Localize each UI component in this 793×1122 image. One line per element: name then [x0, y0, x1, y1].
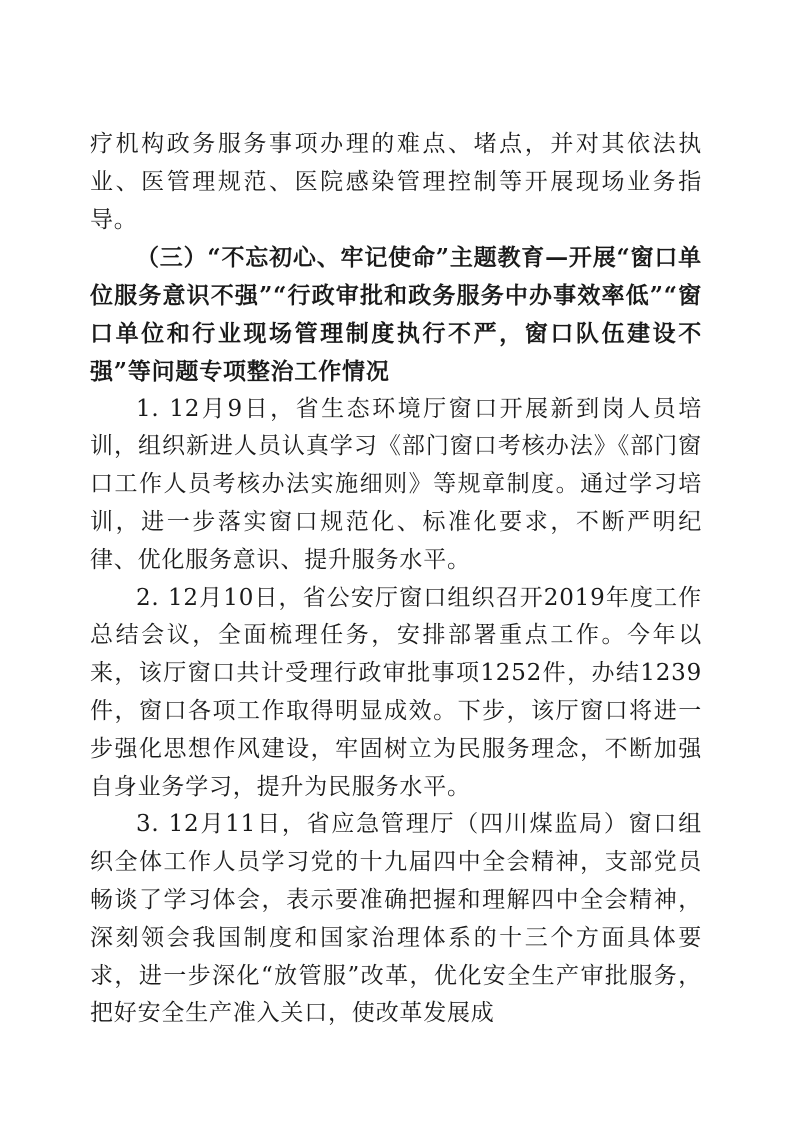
paragraph-item-2: 2. 12月10日，省公安厅窗口组织召开2019年度工作总结会议，全面梳理任务，安排部署重点工作。今年以来，该厅窗口共计受理行政审批事项1252件，办结1239件，窗口各项工作取得明显成效。下步，该厅窗口将进一步强化思想作风建设，牢固树立为民服务理念，不断加强自身业务学习，提升为民服务水平。 — [90, 584, 702, 800]
paragraph-continuation: 疗机构政务服务事项办理的难点、堵点，并对其依法执业、医管理规范、医院感染管理控制等开展现场业务指导。 — [90, 131, 702, 233]
document-body — [90, 126, 702, 1033]
paragraph-item-1: 1. 12月9日，省生态环境厅窗口开展新到岗人员培训，组织新进人员认真学习《部门窗口考核办法》《部门窗口工作人员考核办法实施细则》等规章制度。通过学习培训，进一步落实窗口规范化、标准化要求，不断严明纪律、优化服务意识、提升服务水平。 — [90, 395, 702, 573]
paragraph-item-3: 3. 12月11日，省应急管理厅（四川煤监局）窗口组织全体工作人员学习党的十九届四中全会精神，支部党员畅谈了学习体会，表示要准确把握和理解四中全会精神，深刻领会我国制度和国家治理体系的十三个方面具体要求，进一步深化“放管服”改革，优化安全生产审批服务，把好安全生产准入关口，使改革发展成 — [90, 811, 702, 1027]
section-heading: （三）“不忘初心、牢记使命”主题教育—开展“窗口单位服务意识不强”“行政审批和政务服务中办事效率低”“窗口单位和行业现场管理制度执行不严，窗口队伍建设不强”等问题专项整治工作情况 — [90, 244, 702, 385]
